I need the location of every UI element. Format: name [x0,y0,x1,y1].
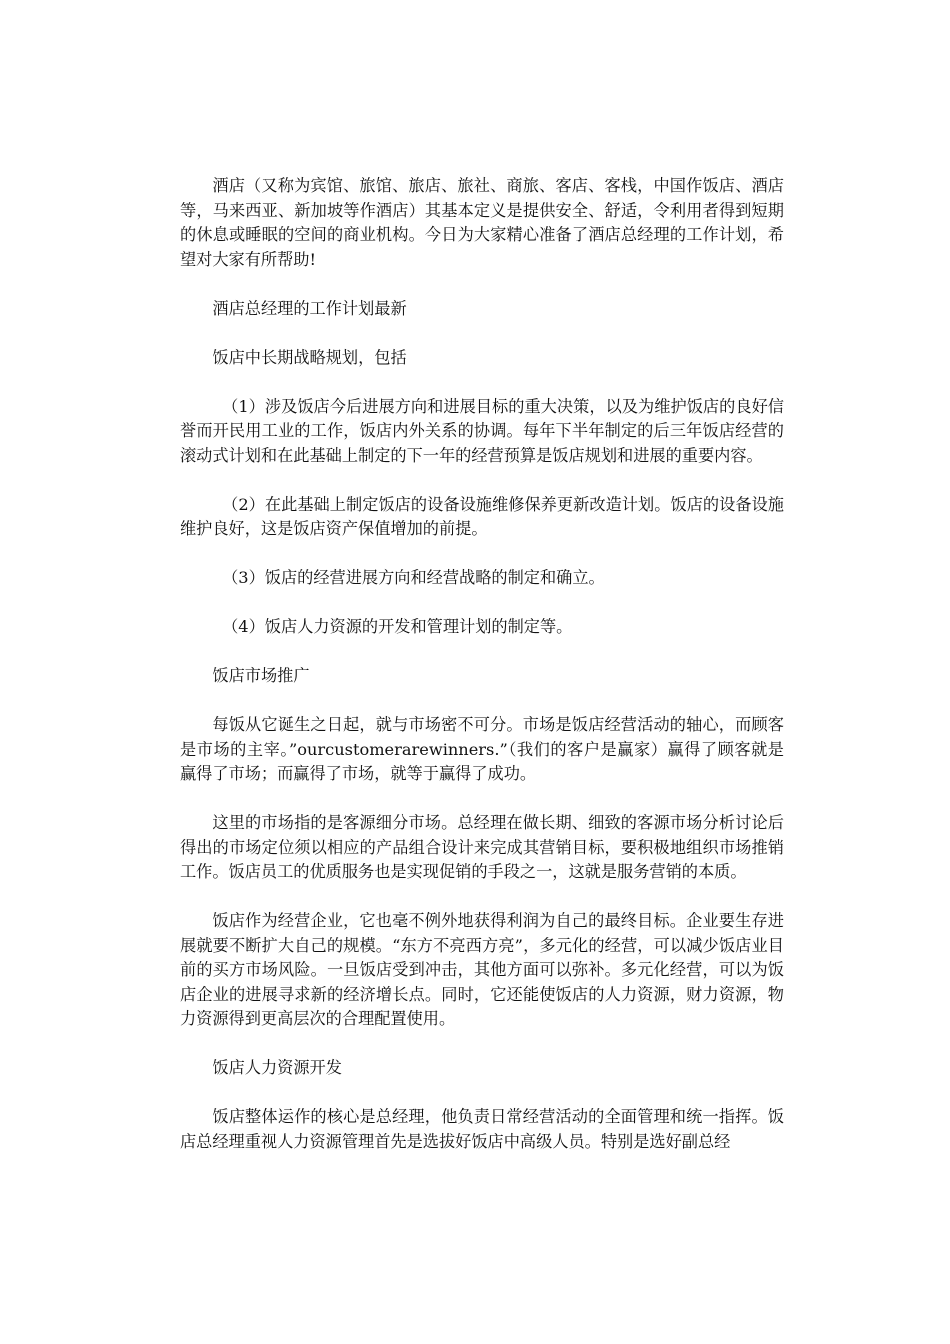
marketing-paragraph: 饭店作为经营企业，它也毫不例外地获得利润为自己的最终目标。企业要生存进展就要不断扩大自己的规模。“东方不亮西方亮”，多元化的经营，可以减少饭店业目前的买方市场风险。一旦饭店受到冲击，其他方面可以弥补。多元化经营，可以为饭店企业的进展寻求新的经济增长点。同时，它还能使饭店的人力资源，财力资源，物力资源得到更高层次的合理配置使用。 [180,911,784,1028]
document-page [180,174,784,1179]
list-item: （1）涉及饭店今后进展方向和进展目标的重大决策，以及为维护饭店的良好信誉而开民用工业的工作，饭店内外关系的协调。每年下半年制定的后三年饭店经营的滚动式计划和在此基础上制定的下一年的经营预算是饭店规划和进展的重要内容。 [180,396,784,465]
list-item: （2）在此基础上制定饭店的设备设施维修保养更新改造计划。饭店的设备设施维护良好，这是饭店资产保值增加的前提。 [180,494,784,538]
list-item: （4）饭店人力资源的开发和管理计划的制定等。 [222,617,573,636]
hr-paragraph: 饭店整体运作的核心是总经理，他负责日常经营活动的全面管理和统一指挥。饭店总经理重视人力资源管理首先是选拔好饭店中高级人员。特别是选好副总经 [180,1107,784,1151]
section-heading-hr: 饭店人力资源开发 [212,1058,342,1077]
list-item: （3）饭店的经营进展方向和经营战略的制定和确立。 [222,568,605,587]
section-heading-strategy: 饭店中长期战略规划，包括 [212,347,407,367]
marketing-paragraph: 每饭从它诞生之日起，就与市场密不可分。市场是饭店经营活动的轴心，而顾客是市场的主宰。”ourcustomerarewinners.”（我们的客户是赢家）赢得了顾客就是赢得了市场；而赢得了市场，就等于赢得了成功。 [180,715,784,783]
section-heading-marketing: 饭店市场推广 [212,666,310,685]
marketing-paragraph: 这里的市场指的是客源细分市场。总经理在做长期、细致的客源市场分析讨论后得出的市场定位须以相应的产品组合设计来完成其营销目标，要积极地组织市场推销工作。饭店员工的优质服务也是实现促销的手段之一，这就是服务营销的本质。 [180,813,784,881]
document-title: 酒店总经理的工作计划最新 [212,298,407,318]
intro-paragraph: 酒店（又称为宾馆、旅馆、旅店、旅社、商旅、客店、客栈，中国作饭店、酒店等，马来西亚、新加坡等作酒店）其基本定义是提供安全、舒适，令利用者得到短期的休息或睡眠的空间的商业机构。今日为大家精心准备了酒店总经理的工作计划，希望对大家有所帮助! [180,176,784,269]
